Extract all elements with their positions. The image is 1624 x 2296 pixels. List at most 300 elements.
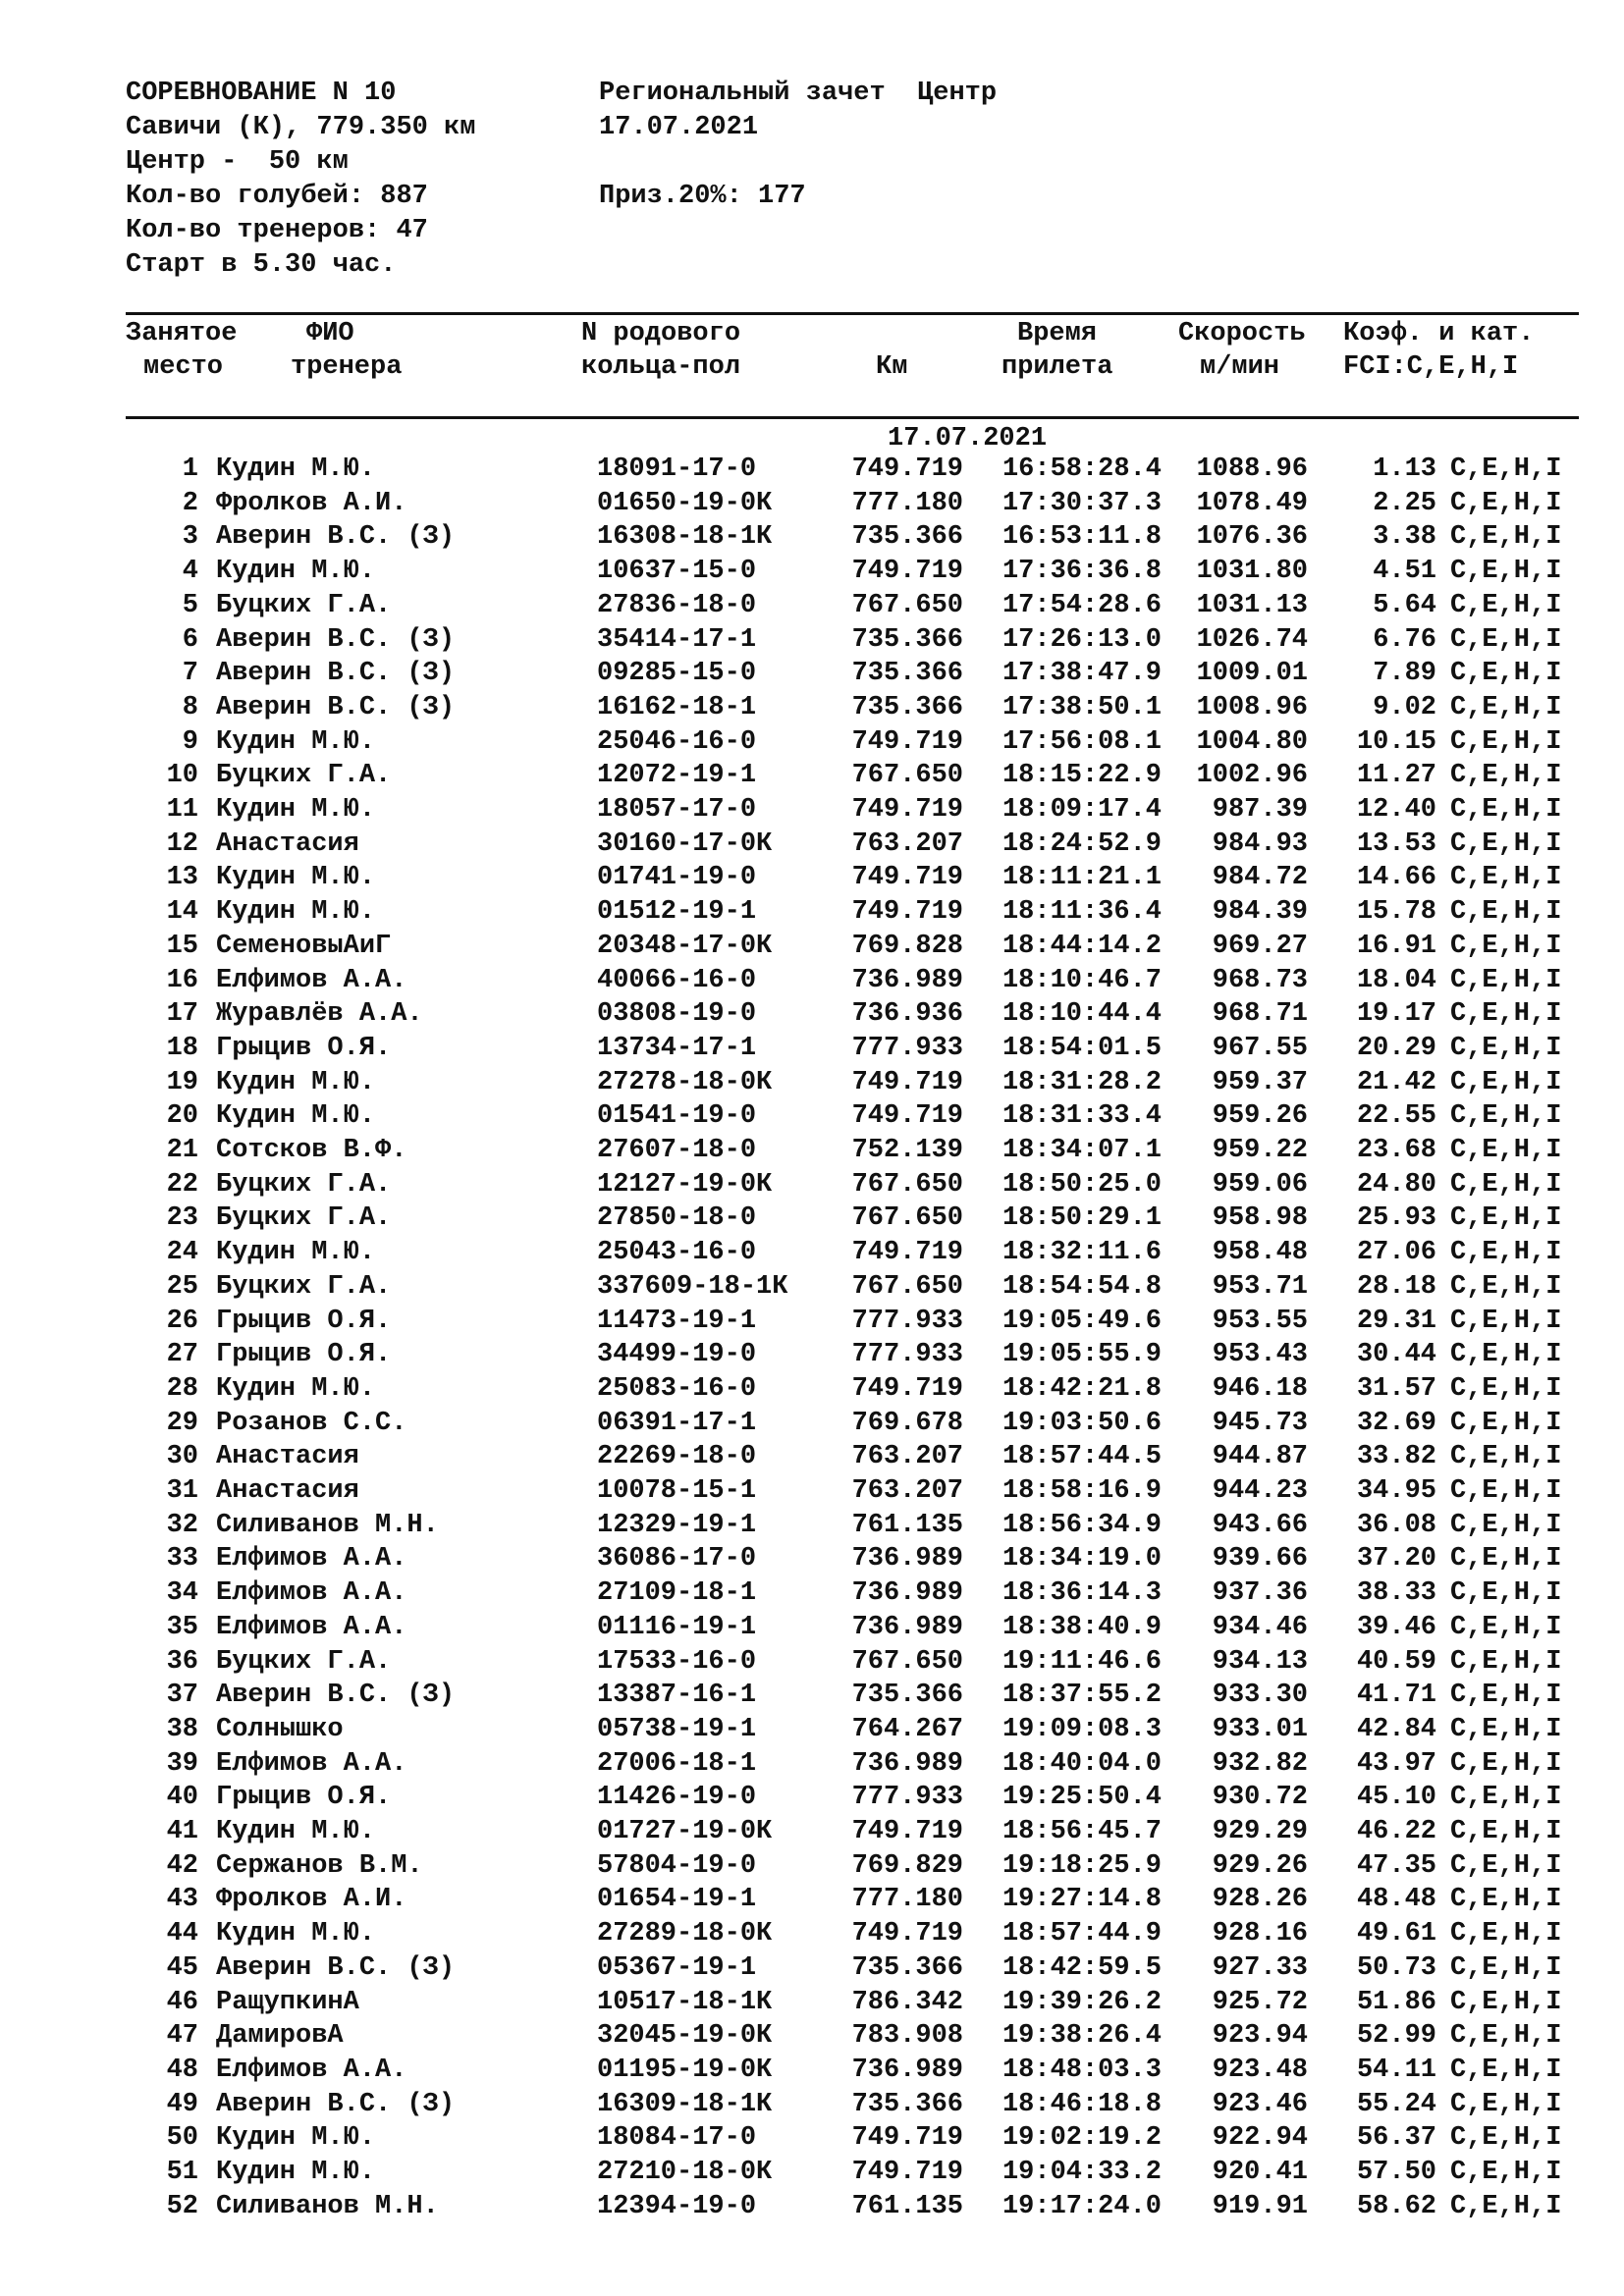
speed-value: 923.94 — [1212, 2021, 1308, 2052]
arrival-time: 18:31:33.4 — [1001, 1101, 1162, 1132]
trainer-name: Елфимов А.А. — [216, 2055, 407, 2085]
coefficient: 27.06 — [1356, 1238, 1436, 1268]
table-row — [0, 1747, 1624, 1782]
place-cell: 3 — [182, 522, 198, 553]
header-rule-top — [126, 312, 1579, 315]
speed-value: 984.72 — [1212, 863, 1308, 893]
distance-km: 763.207 — [851, 828, 963, 859]
fci-categories: C,E,H,I — [1450, 2123, 1562, 2154]
distance-km: 767.650 — [851, 590, 963, 620]
place-cell: 11 — [166, 795, 198, 825]
distance-km: 763.207 — [851, 1442, 963, 1472]
arrival-time: 19:09:08.3 — [1001, 1714, 1162, 1744]
trainer-name: Буцких Г.А. — [216, 761, 392, 791]
speed-value: 967.55 — [1212, 1033, 1308, 1063]
table-row — [0, 1201, 1624, 1236]
fci-categories: C,E,H,I — [1450, 557, 1562, 587]
coefficient: 51.86 — [1356, 1987, 1436, 2017]
fci-categories: C,E,H,I — [1450, 1612, 1562, 1642]
coefficient: 39.46 — [1356, 1612, 1436, 1642]
coefficient: 38.33 — [1356, 1578, 1436, 1609]
distance-km: 736.989 — [851, 965, 963, 995]
col-coef-1: Коэф. и кат. — [1343, 319, 1535, 348]
fci-categories: C,E,H,I — [1450, 1885, 1562, 1915]
trainer-name: Грыцив О.Я. — [216, 1783, 392, 1813]
arrival-time: 18:36:14.3 — [1001, 1578, 1162, 1609]
place-cell: 10 — [166, 761, 198, 791]
table-row — [0, 1474, 1624, 1509]
col-fio-2: тренера — [291, 352, 403, 382]
fci-categories: C,E,H,I — [1450, 931, 1562, 961]
arrival-time: 19:25:50.4 — [1001, 1783, 1162, 1813]
distance-km: 749.719 — [851, 726, 963, 757]
table-row — [0, 997, 1624, 1032]
coefficient: 10.15 — [1356, 726, 1436, 757]
place-cell: 34 — [166, 1578, 198, 1609]
trainer-name: Кудин М.Ю. — [216, 863, 376, 893]
fci-categories: C,E,H,I — [1450, 1271, 1562, 1302]
coefficient: 2.25 — [1373, 488, 1436, 518]
place-cell: 26 — [166, 1306, 198, 1336]
arrival-time: 18:11:36.4 — [1001, 897, 1162, 928]
distance-km: 749.719 — [851, 2158, 963, 2187]
arrival-time: 18:56:45.7 — [1001, 1817, 1162, 1846]
fci-categories: C,E,H,I — [1450, 1510, 1562, 1540]
fci-categories: C,E,H,I — [1450, 659, 1562, 689]
fci-categories: C,E,H,I — [1450, 1340, 1562, 1370]
ring-number: 12127-19-0К — [597, 1169, 773, 1200]
place-cell: 7 — [182, 659, 198, 689]
arrival-time: 18:15:22.9 — [1001, 761, 1162, 791]
speed-value: 932.82 — [1212, 1748, 1308, 1779]
col-ring-2: кольца-пол — [581, 352, 741, 382]
distance-km: 735.366 — [851, 659, 963, 689]
arrival-time: 18:40:04.0 — [1001, 1748, 1162, 1779]
speed-value: 934.13 — [1212, 1646, 1308, 1677]
coefficient: 24.80 — [1356, 1169, 1436, 1200]
speed-value: 958.98 — [1212, 1203, 1308, 1234]
fci-categories: C,E,H,I — [1450, 2021, 1562, 2052]
place-cell: 33 — [166, 1544, 198, 1575]
table-row — [0, 2121, 1624, 2156]
coefficient: 5.64 — [1373, 590, 1436, 620]
coefficient: 55.24 — [1356, 2089, 1436, 2119]
coefficient: 47.35 — [1356, 1850, 1436, 1881]
coefficient: 31.57 — [1356, 1373, 1436, 1404]
table-row — [0, 1849, 1624, 1884]
fci-categories: C,E,H,I — [1450, 1033, 1562, 1063]
competition-title: СОРЕВНОВАНИЕ N 10 — [126, 79, 397, 108]
fci-categories: C,E,H,I — [1450, 1101, 1562, 1132]
group-date: 17.07.2021 — [888, 424, 1048, 454]
fci-categories: C,E,H,I — [1450, 1681, 1562, 1711]
ring-number: 06391-17-1 — [597, 1408, 757, 1438]
speed-value: 943.66 — [1212, 1510, 1308, 1540]
trainer-name: ДамировА — [216, 2021, 344, 2052]
arrival-time: 18:37:55.2 — [1001, 1681, 1162, 1711]
speed-value: 953.43 — [1212, 1340, 1308, 1370]
trainer-name: Буцких Г.А. — [216, 1271, 392, 1302]
trainer-name: Розанов С.С. — [216, 1408, 407, 1438]
place-cell: 1 — [182, 454, 198, 484]
ring-number: 27109-18-1 — [597, 1578, 757, 1609]
arrival-time: 18:46:18.8 — [1001, 2089, 1162, 2119]
speed-value: 933.30 — [1212, 1681, 1308, 1711]
arrival-time: 18:34:07.1 — [1001, 1136, 1162, 1165]
table-row — [0, 657, 1624, 691]
coefficient: 29.31 — [1356, 1306, 1436, 1336]
trainer-name: Анастасия — [216, 828, 359, 859]
col-time-1: Время — [1017, 319, 1098, 348]
trainer-name: СеменовыАиГ — [216, 931, 392, 961]
fci-categories: C,E,H,I — [1450, 965, 1562, 995]
col-place-2: место — [143, 352, 224, 382]
distance-km: 736.936 — [851, 999, 963, 1030]
trainer-name: Елфимов А.А. — [216, 965, 407, 995]
fci-categories: C,E,H,I — [1450, 1476, 1562, 1506]
fci-categories: C,E,H,I — [1450, 1646, 1562, 1677]
place-cell: 49 — [166, 2089, 198, 2119]
table-row — [0, 1576, 1624, 1611]
speed-value: 953.71 — [1212, 1271, 1308, 1302]
fci-categories: C,E,H,I — [1450, 454, 1562, 484]
arrival-time: 18:54:01.5 — [1001, 1033, 1162, 1063]
table-row — [0, 1542, 1624, 1576]
table-row — [0, 589, 1624, 623]
fci-categories: C,E,H,I — [1450, 488, 1562, 518]
table-row — [0, 2190, 1624, 2224]
trainer-name: Кудин М.Ю. — [216, 557, 376, 587]
place-cell: 22 — [166, 1169, 198, 1200]
trainer-name: Аверин В.С. (З) — [216, 659, 456, 689]
region-label: Региональный зачет Центр — [599, 79, 998, 108]
ring-number: 11473-19-1 — [597, 1306, 757, 1336]
arrival-time: 17:38:50.1 — [1001, 692, 1162, 722]
arrival-time: 18:10:46.7 — [1001, 965, 1162, 995]
distance-km: 767.650 — [851, 1646, 963, 1677]
speed-value: 923.46 — [1212, 2089, 1308, 2119]
table-row — [0, 1815, 1624, 1849]
distance-km: 749.719 — [851, 1101, 963, 1132]
place-cell: 13 — [166, 863, 198, 893]
ring-number: 13734-17-1 — [597, 1033, 757, 1063]
distance-km: 749.719 — [851, 1919, 963, 1949]
distance-km: 777.180 — [851, 488, 963, 518]
speed-value: 937.36 — [1212, 1578, 1308, 1609]
table-row — [0, 1611, 1624, 1645]
coefficient: 6.76 — [1373, 624, 1436, 655]
center-distance: Центр - 50 км — [126, 147, 349, 177]
arrival-time: 19:02:19.2 — [1001, 2123, 1162, 2154]
ring-number: 27836-18-0 — [597, 590, 757, 620]
trainer-name: Фролков А.И. — [216, 1885, 407, 1915]
arrival-time: 18:42:59.5 — [1001, 1952, 1162, 1983]
speed-value: 968.71 — [1212, 999, 1308, 1030]
ring-number: 57804-19-0 — [597, 1850, 757, 1881]
table-row — [0, 2054, 1624, 2088]
arrival-time: 18:10:44.4 — [1001, 999, 1162, 1030]
ring-number: 01116-19-1 — [597, 1612, 757, 1642]
race-date: 17.07.2021 — [599, 113, 759, 142]
place-cell: 24 — [166, 1238, 198, 1268]
coefficient: 33.82 — [1356, 1442, 1436, 1472]
table-row — [0, 2088, 1624, 2122]
distance-km: 767.650 — [851, 761, 963, 791]
place-cell: 2 — [182, 488, 198, 518]
ring-number: 05738-19-1 — [597, 1714, 757, 1744]
table-row — [0, 2019, 1624, 2054]
ring-number: 27850-18-0 — [597, 1203, 757, 1234]
fci-categories: C,E,H,I — [1450, 1203, 1562, 1234]
ring-number: 27289-18-0К — [597, 1919, 773, 1949]
distance-km: 749.719 — [851, 1067, 963, 1097]
fci-categories: C,E,H,I — [1450, 1306, 1562, 1336]
distance-km: 736.989 — [851, 1578, 963, 1609]
distance-km: 735.366 — [851, 2089, 963, 2119]
table-row — [0, 1099, 1624, 1134]
table-row — [0, 1305, 1624, 1339]
place-cell: 51 — [166, 2158, 198, 2187]
ring-number: 17533-16-0 — [597, 1646, 757, 1677]
place-cell: 28 — [166, 1373, 198, 1404]
trainer-name: Елфимов А.А. — [216, 1612, 407, 1642]
trainer-name: Елфимов А.А. — [216, 1748, 407, 1779]
distance-km: 777.933 — [851, 1033, 963, 1063]
speed-value: 969.27 — [1212, 931, 1308, 961]
distance-km: 763.207 — [851, 1476, 963, 1506]
place-cell: 15 — [166, 931, 198, 961]
arrival-time: 18:38:40.9 — [1001, 1612, 1162, 1642]
place-cell: 35 — [166, 1612, 198, 1642]
fci-categories: C,E,H,I — [1450, 1578, 1562, 1609]
coefficient: 20.29 — [1356, 1033, 1436, 1063]
speed-value: 925.72 — [1212, 1987, 1308, 2017]
col-speed-2: м/мин — [1200, 352, 1280, 382]
place-cell: 31 — [166, 1476, 198, 1506]
distance-km: 761.135 — [851, 1510, 963, 1540]
ring-number: 18091-17-0 — [597, 454, 757, 484]
distance-km: 783.908 — [851, 2021, 963, 2052]
speed-value: 1004.80 — [1196, 726, 1308, 757]
coefficient: 42.84 — [1356, 1714, 1436, 1744]
coefficient: 23.68 — [1356, 1136, 1436, 1165]
ring-number: 13387-16-1 — [597, 1681, 757, 1711]
trainer-name: Кудин М.Ю. — [216, 2158, 376, 2187]
coefficient: 34.95 — [1356, 1476, 1436, 1506]
distance-km: 749.719 — [851, 795, 963, 825]
table-row — [0, 1509, 1624, 1543]
trainer-name: Кудин М.Ю. — [216, 1919, 376, 1949]
coefficient: 52.99 — [1356, 2021, 1436, 2052]
coefficient: 45.10 — [1356, 1783, 1436, 1813]
place-cell: 44 — [166, 1919, 198, 1949]
trainer-name: Силиванов М.Н. — [216, 2191, 439, 2221]
table-row — [0, 930, 1624, 964]
trainer-name: Аверин В.С. (З) — [216, 522, 456, 553]
distance-km: 735.366 — [851, 1952, 963, 1983]
distance-km: 767.650 — [851, 1271, 963, 1302]
ring-number: 12329-19-1 — [597, 1510, 757, 1540]
arrival-time: 18:11:21.1 — [1001, 863, 1162, 893]
ring-number: 10517-18-1К — [597, 1987, 773, 2017]
distance-km: 735.366 — [851, 692, 963, 722]
table-row — [0, 2156, 1624, 2190]
ring-number: 18057-17-0 — [597, 795, 757, 825]
distance-km: 764.267 — [851, 1714, 963, 1744]
arrival-time: 17:30:37.3 — [1001, 488, 1162, 518]
distance-km: 736.989 — [851, 1612, 963, 1642]
place-cell: 12 — [166, 828, 198, 859]
distance-km: 749.719 — [851, 1373, 963, 1404]
trainer-name: Фролков А.И. — [216, 488, 407, 518]
ring-number: 01727-19-0К — [597, 1817, 773, 1846]
speed-value: 984.39 — [1212, 897, 1308, 928]
trainer-name: Кудин М.Ю. — [216, 1101, 376, 1132]
trainer-name: Аверин В.С. (З) — [216, 2089, 456, 2119]
ring-number: 337609-18-1К — [597, 1271, 788, 1302]
arrival-time: 17:36:36.8 — [1001, 557, 1162, 587]
speed-value: 922.94 — [1212, 2123, 1308, 2154]
arrival-time: 18:24:52.9 — [1001, 828, 1162, 859]
speed-value: 944.23 — [1212, 1476, 1308, 1506]
speed-value: 1076.36 — [1196, 522, 1308, 553]
place-cell: 48 — [166, 2055, 198, 2085]
coefficient: 12.40 — [1356, 795, 1436, 825]
coefficient: 9.02 — [1373, 692, 1436, 722]
fci-categories: C,E,H,I — [1450, 863, 1562, 893]
trainer-name: Анастасия — [216, 1476, 359, 1506]
col-km: Км — [876, 352, 908, 382]
table-row — [0, 1338, 1624, 1372]
coefficient: 16.91 — [1356, 931, 1436, 961]
coefficient: 22.55 — [1356, 1101, 1436, 1132]
ring-number: 36086-17-0 — [597, 1544, 757, 1575]
col-coef-2: FCI:C,E,H,I — [1343, 352, 1519, 382]
fci-categories: C,E,H,I — [1450, 1919, 1562, 1949]
speed-value: 928.16 — [1212, 1919, 1308, 1949]
trainer-name: Кудин М.Ю. — [216, 795, 376, 825]
coefficient: 40.59 — [1356, 1646, 1436, 1677]
fci-categories: C,E,H,I — [1450, 1442, 1562, 1472]
place-cell: 47 — [166, 2021, 198, 2052]
coefficient: 50.73 — [1356, 1952, 1436, 1983]
trainer-name: Буцких Г.А. — [216, 1169, 392, 1200]
ring-number: 01512-19-1 — [597, 897, 757, 928]
coefficient: 19.17 — [1356, 999, 1436, 1030]
trainer-name: Буцких Г.А. — [216, 1203, 392, 1234]
trainer-name: Кудин М.Ю. — [216, 1238, 376, 1268]
speed-value: 959.26 — [1212, 1101, 1308, 1132]
place-cell: 41 — [166, 1817, 198, 1846]
distance-km: 735.366 — [851, 522, 963, 553]
arrival-time: 19:38:26.4 — [1001, 2021, 1162, 2052]
fci-categories: C,E,H,I — [1450, 1238, 1562, 1268]
arrival-time: 17:56:08.1 — [1001, 726, 1162, 757]
coefficient: 14.66 — [1356, 863, 1436, 893]
arrival-time: 19:27:14.8 — [1001, 1885, 1162, 1915]
ring-number: 34499-19-0 — [597, 1340, 757, 1370]
ring-number: 05367-19-1 — [597, 1952, 757, 1983]
trainer-name: Аверин В.С. (З) — [216, 624, 456, 655]
distance-km: 777.933 — [851, 1340, 963, 1370]
place-cell: 42 — [166, 1850, 198, 1881]
table-row — [0, 1032, 1624, 1066]
trainer-name: Аверин В.С. (З) — [216, 1681, 456, 1711]
arrival-time: 16:53:11.8 — [1001, 522, 1162, 553]
ring-number: 12394-19-0 — [597, 2191, 757, 2221]
trainer-name: Кудин М.Ю. — [216, 726, 376, 757]
ring-number: 10637-15-0 — [597, 557, 757, 587]
ring-number: 25046-16-0 — [597, 726, 757, 757]
table-row — [0, 487, 1624, 521]
fci-categories: C,E,H,I — [1450, 1136, 1562, 1165]
arrival-time: 18:31:28.2 — [1001, 1067, 1162, 1097]
start-time: Старт в 5.30 час. — [126, 250, 397, 280]
table-row — [0, 793, 1624, 828]
arrival-time: 18:34:19.0 — [1001, 1544, 1162, 1575]
ring-number: 25083-16-0 — [597, 1373, 757, 1404]
fci-categories: C,E,H,I — [1450, 1952, 1562, 1983]
coefficient: 56.37 — [1356, 2123, 1436, 2154]
distance-km: 752.139 — [851, 1136, 963, 1165]
arrival-time: 17:54:28.6 — [1001, 590, 1162, 620]
coefficient: 25.93 — [1356, 1203, 1436, 1234]
prize-count: Приз.20%: 177 — [599, 182, 806, 211]
arrival-time: 18:09:17.4 — [1001, 795, 1162, 825]
ring-number: 12072-19-1 — [597, 761, 757, 791]
ring-number: 35414-17-1 — [597, 624, 757, 655]
place-cell: 4 — [182, 557, 198, 587]
arrival-time: 18:32:11.6 — [1001, 1238, 1162, 1268]
place-cell: 27 — [166, 1340, 198, 1370]
arrival-time: 19:04:33.2 — [1001, 2158, 1162, 2187]
table-row — [0, 1917, 1624, 1951]
ring-number: 22269-18-0 — [597, 1442, 757, 1472]
header-rule-bottom — [126, 416, 1579, 419]
col-speed-1: Скорость — [1178, 319, 1306, 348]
table-row — [0, 691, 1624, 725]
coefficient: 49.61 — [1356, 1919, 1436, 1949]
fci-categories: C,E,H,I — [1450, 1850, 1562, 1881]
fci-categories: C,E,H,I — [1450, 1067, 1562, 1097]
arrival-time: 18:57:44.9 — [1001, 1919, 1162, 1949]
trainer-name: Кудин М.Ю. — [216, 2123, 376, 2154]
place-cell: 40 — [166, 1783, 198, 1813]
place-cell: 23 — [166, 1203, 198, 1234]
speed-value: 923.48 — [1212, 2055, 1308, 2085]
place-cell: 29 — [166, 1408, 198, 1438]
trainer-name: Аверин В.С. (З) — [216, 692, 456, 722]
ring-number: 27607-18-0 — [597, 1136, 757, 1165]
fci-categories: C,E,H,I — [1450, 726, 1562, 757]
fci-categories: C,E,H,I — [1450, 1714, 1562, 1744]
ring-number: 18084-17-0 — [597, 2123, 757, 2154]
trainer-name: Сотсков В.Ф. — [216, 1136, 407, 1165]
place-cell: 8 — [182, 692, 198, 722]
coefficient: 48.48 — [1356, 1885, 1436, 1915]
table-row — [0, 1679, 1624, 1713]
speed-value: 968.73 — [1212, 965, 1308, 995]
trainer-name: Грыцив О.Я. — [216, 1306, 392, 1336]
speed-value: 920.41 — [1212, 2158, 1308, 2187]
distance-km: 749.719 — [851, 1817, 963, 1846]
coefficient: 32.69 — [1356, 1408, 1436, 1438]
distance-km: 736.989 — [851, 1748, 963, 1779]
place-cell: 46 — [166, 1987, 198, 2017]
distance-km: 749.719 — [851, 897, 963, 928]
ring-number: 16309-18-1К — [597, 2089, 773, 2119]
distance-km: 786.342 — [851, 1987, 963, 2017]
